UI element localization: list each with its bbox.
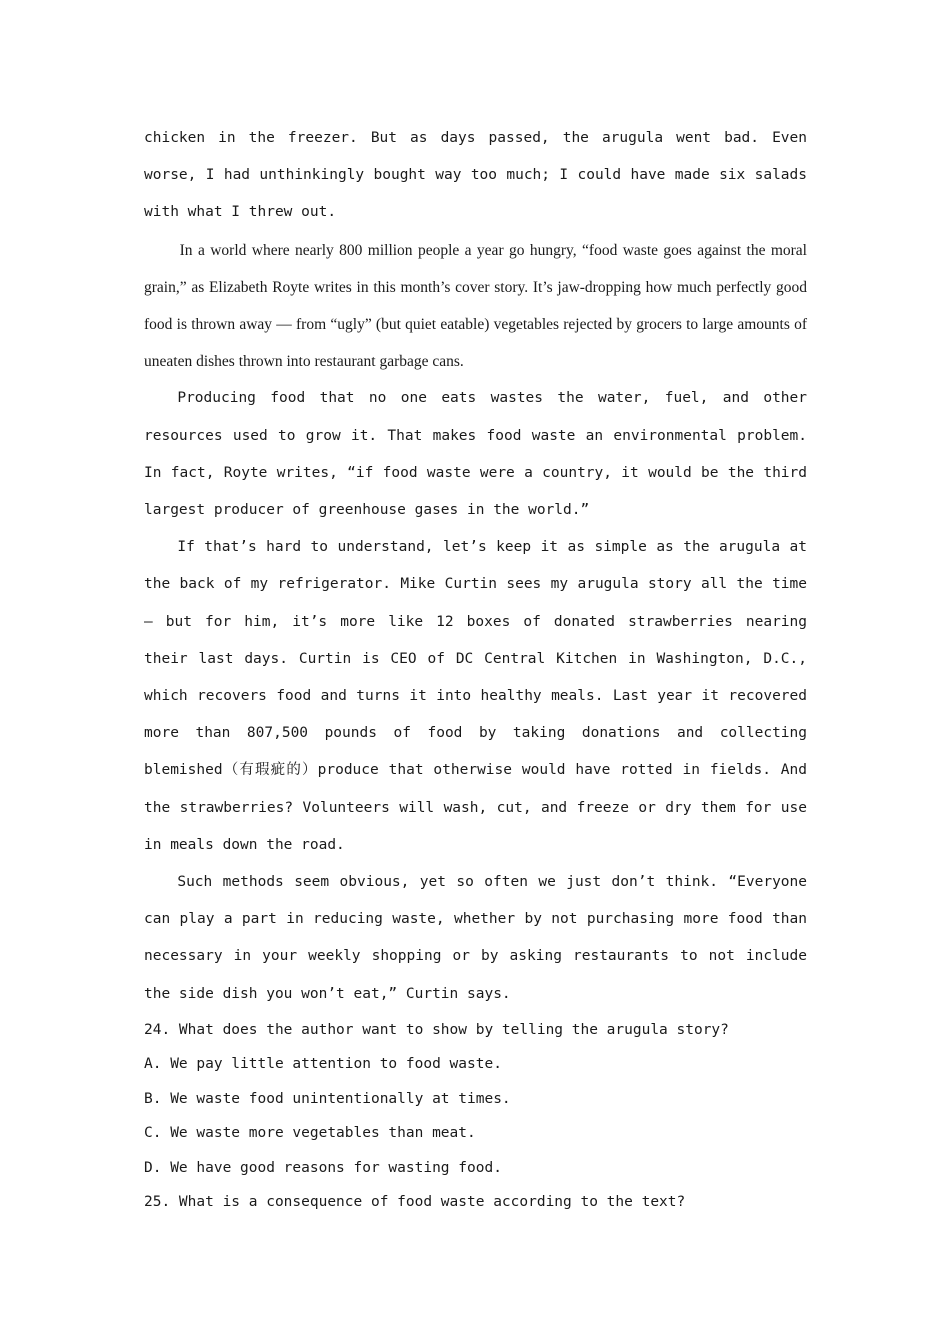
option-a: A. We pay little attention to food waste. xyxy=(144,1056,502,1073)
paragraph-3: Producing food that no one eats wastes the water, fuel, and other resources used to grow it. That makes food waste an environmental problem. In fact, Royte writes, “if food waste were a country, it would be the third largest producer of greenhouse gases in the world.” xyxy=(144,390,807,519)
option-c: C. We waste more vegetables than meat. xyxy=(144,1125,476,1142)
question-stem: 24. What does the author want to show by telling the arugula story? xyxy=(144,1021,729,1038)
question-24 xyxy=(144,1013,807,1186)
option-b: B. We waste food unintentionally at times. xyxy=(144,1090,511,1107)
paragraph-4: If that’s hard to understand, let’s keep it as simple as the arugula at the back of my refrigerator. Mike Curtin sees my arugula story all the time — but for him, it’s more like 12 boxes of donated strawberries nearing their last days. Curtin is CEO of DC Central Kitchen in Washington, D.C., which recovers food and turns it into healthy meals. Last year it recovered more than 807,500 pounds of food by taking donations and collecting blemished（有瑕疵的）produce that otherwise would have rotted in fields. And the strawberries? Volunteers will wash, cut, and freeze or dry them for use in meals down the road. xyxy=(144,539,807,853)
option-d: D. We have good reasons for wasting food. xyxy=(144,1159,502,1176)
document-page xyxy=(144,120,807,1220)
paragraph-1: chicken in the freezer. But as days passed, the arugula went bad. Even worse, I had unthinkingly bought way too much; I could have made six salads with what I threw out. xyxy=(144,130,807,221)
question-25 xyxy=(144,1185,807,1220)
paragraph-2: In a world where nearly 800 million people a year go hungry, “food waste goes against the moral grain,” as Elizabeth Royte writes in this month’s cover story. It’s jaw-dropping how much perfectly good food is thrown away — from “ugly” (but quiet eatable) vegetables rejected by grocers to large amounts of uneaten dishes thrown into restaurant garbage cans. xyxy=(144,241,807,371)
question-stem: 25. What is a consequence of food waste according to the text? xyxy=(144,1194,686,1211)
paragraph-5: Such methods seem obvious, yet so often we just don’t think. “Everyone can play a part in reducing waste, whether by not purchasing more food than necessary in your weekly shopping or by asking restaurants to not include the side dish you won’t eat,” Curtin says. xyxy=(144,874,807,1002)
